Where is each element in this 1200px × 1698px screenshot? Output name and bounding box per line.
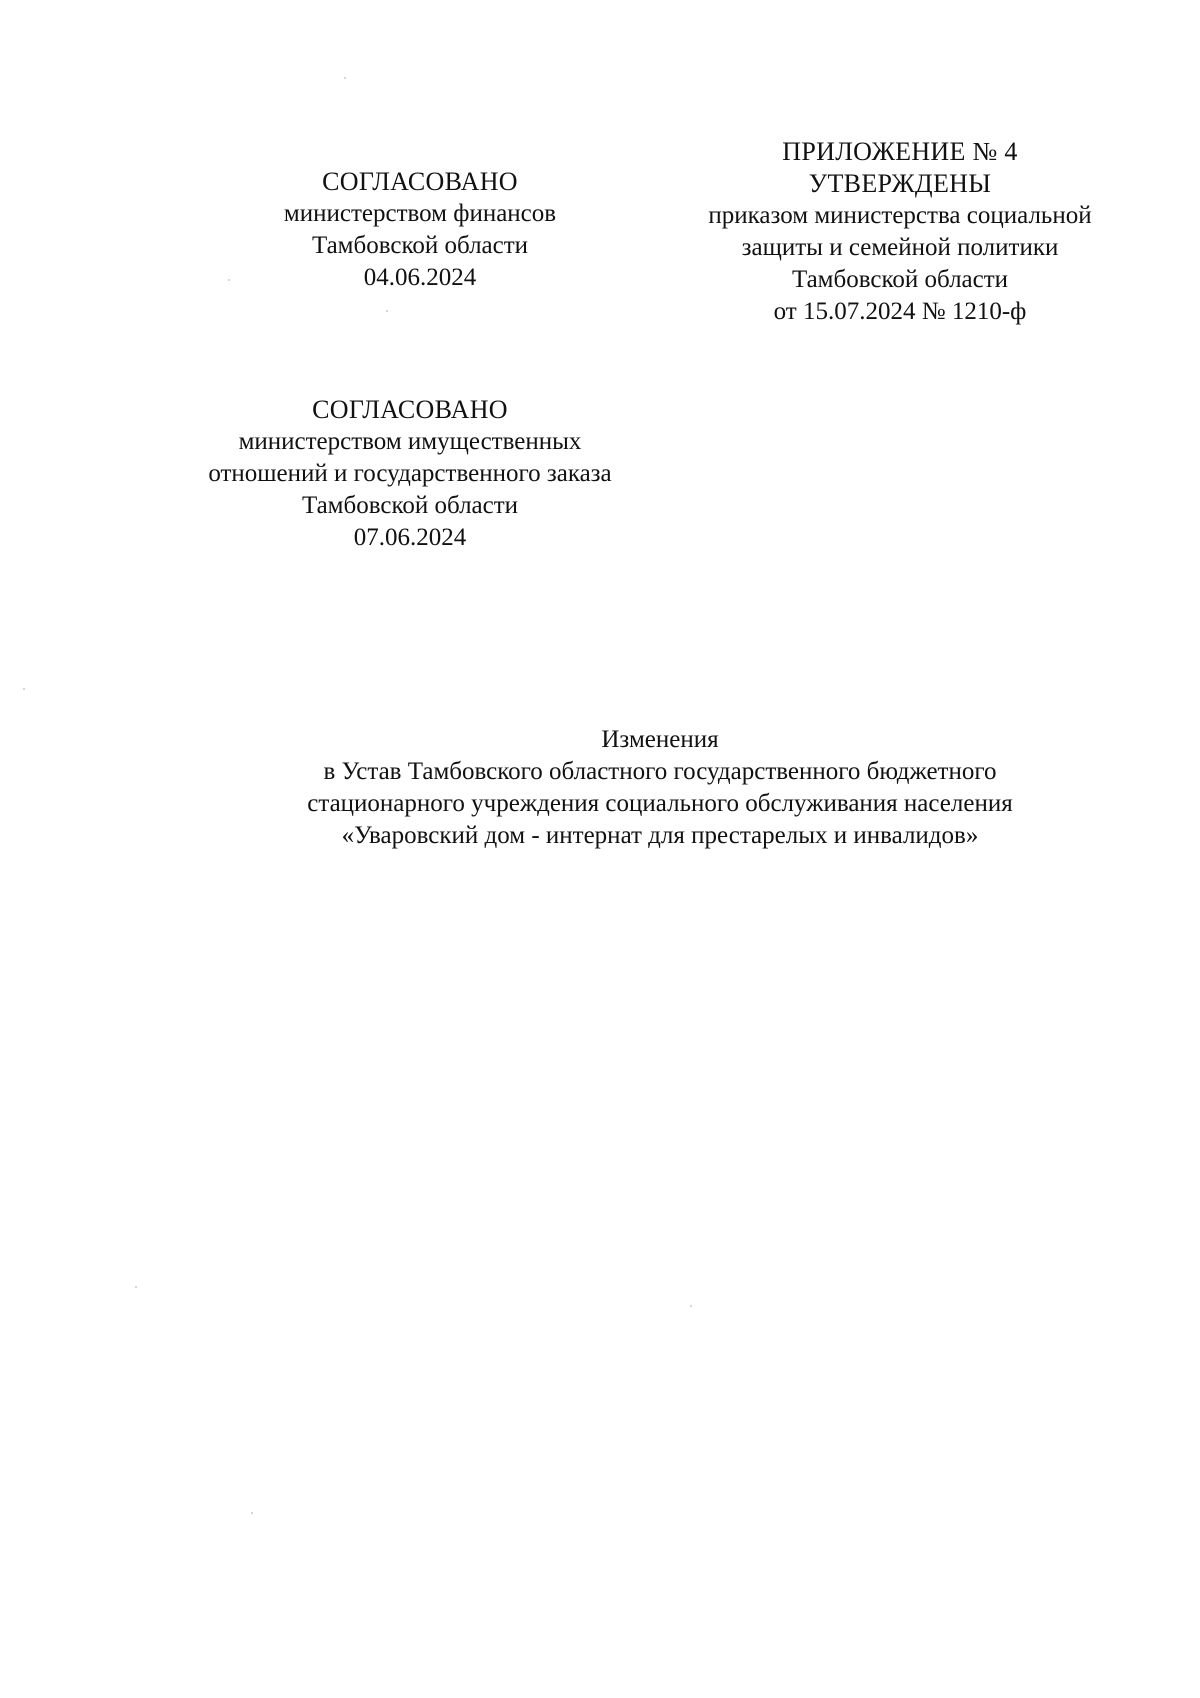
approval-heading: УТВЕРЖДЕНЫ [808, 169, 992, 198]
agreement-block-property [160, 394, 660, 554]
agreement-authority-line-2: отношений и государственного заказа [208, 460, 612, 487]
scan-speck [386, 310, 388, 312]
title-line: «Уваровский дом - интернат для престарелых и инвалидов» [341, 822, 979, 849]
agreement-date: 07.06.2024 [353, 524, 467, 551]
scan-speck [228, 279, 230, 281]
agreement-region-line: Тамбовской области [311, 232, 529, 259]
title-heading: Изменения [601, 726, 719, 753]
approval-block [660, 136, 1140, 328]
appendix-label: ПРИЛОЖЕНИЕ № 4 [782, 137, 1018, 166]
agreement-heading: СОГЛАСОВАНО [312, 395, 508, 424]
scan-speck [135, 1286, 137, 1288]
agreement-heading: СОГЛАСОВАНО [322, 167, 518, 196]
agreement-region-line: Тамбовской области [301, 492, 519, 519]
scan-speck [23, 688, 25, 690]
approval-order-line: приказом министерства социальной [708, 202, 1092, 229]
agreement-authority-line: министерством имущественных [238, 428, 582, 455]
title-line: в Устав Тамбовского областного государственного бюджетного [323, 758, 997, 785]
document-title [160, 724, 1160, 852]
approval-region-line: Тамбовской области [791, 266, 1009, 293]
agreement-date: 04.06.2024 [363, 264, 477, 291]
approval-order-number: от 15.07.2024 № 1210-ф [773, 298, 1027, 325]
scan-speck [344, 77, 346, 79]
agreement-block-finance [220, 166, 620, 294]
scan-speck [690, 1305, 692, 1307]
approval-ministry-line: защиты и семейной политики [741, 234, 1059, 261]
title-line: стационарного учреждения социального обслуживания населения [307, 790, 1013, 817]
scan-speck [251, 1512, 253, 1514]
agreement-authority-line: министерством финансов [283, 200, 557, 227]
